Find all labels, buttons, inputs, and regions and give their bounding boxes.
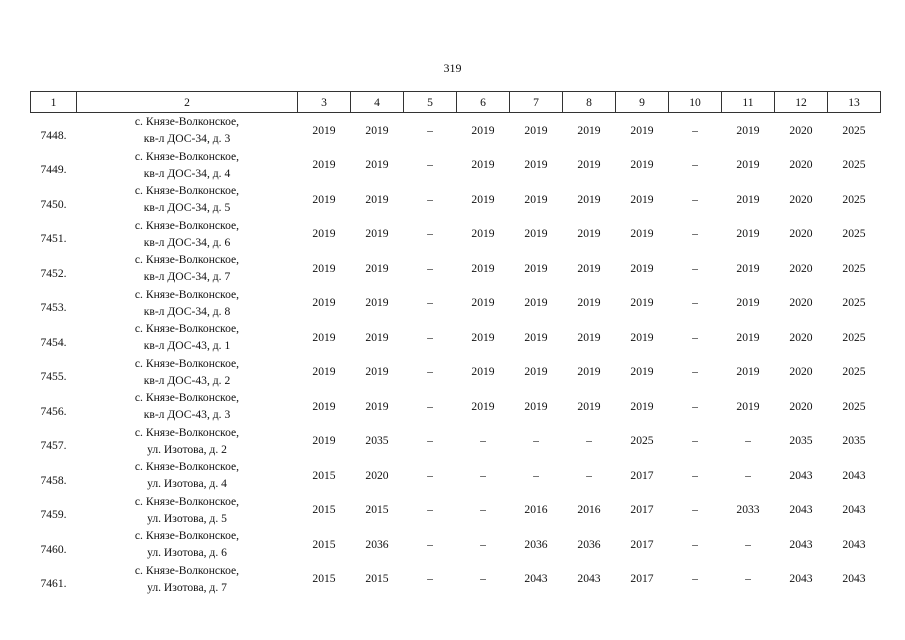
- table-row: [31, 148, 881, 183]
- year-cell: 2019: [577, 192, 601, 206]
- year-cell: 2017: [630, 503, 654, 517]
- year-cell: –: [586, 434, 592, 448]
- year-cell: 2019: [630, 192, 654, 206]
- year-cell: 2043: [524, 572, 548, 586]
- year-cell: 2019: [630, 365, 654, 379]
- page-number: 319: [443, 61, 462, 75]
- table-row: [31, 493, 881, 528]
- year-cell: 2019: [524, 227, 548, 241]
- year-cell: 2025: [842, 399, 866, 413]
- year-cell: 2019: [312, 296, 336, 310]
- table-row: [31, 251, 881, 286]
- year-cell: 2019: [312, 365, 336, 379]
- year-cell: 2019: [312, 399, 336, 413]
- year-cell: 2025: [842, 192, 866, 206]
- row-number: 7452.: [40, 266, 67, 280]
- year-cell: –: [427, 227, 433, 241]
- year-cell: 2025: [842, 296, 866, 310]
- table-row: [31, 286, 881, 321]
- year-cell: 2033: [736, 503, 760, 517]
- year-cell: –: [692, 537, 698, 551]
- year-cell: 2019: [471, 330, 495, 344]
- address-line: ул. Изотова, д. 6: [147, 546, 227, 560]
- row-number: 7450.: [40, 197, 67, 211]
- address-cell: [77, 320, 298, 355]
- year-cell: 2016: [524, 503, 548, 517]
- address-line: кв-л ДОС-43, д. 3: [143, 408, 231, 422]
- year-cell: 2043: [842, 468, 866, 482]
- year-cell: 2019: [312, 227, 336, 241]
- year-cell: 2015: [312, 468, 336, 482]
- year-cell: 2015: [312, 503, 336, 517]
- column-header: 4: [351, 92, 404, 113]
- year-cell: 2019: [365, 296, 389, 310]
- year-cell: 2043: [842, 537, 866, 551]
- year-cell: –: [480, 503, 486, 517]
- year-cell: 2043: [789, 503, 813, 517]
- address-cell: [77, 458, 298, 493]
- row-number: 7459.: [40, 508, 67, 522]
- year-cell: 2019: [736, 123, 760, 137]
- address-cell: [77, 286, 298, 321]
- address-line: кв-л ДОС-34, д. 5: [143, 201, 231, 215]
- address-line: кв-л ДОС-34, д. 4: [143, 166, 231, 180]
- year-cell: 2019: [577, 123, 601, 137]
- year-cell: –: [586, 468, 592, 482]
- year-cell: 2020: [789, 330, 813, 344]
- table-row: [31, 527, 881, 562]
- year-cell: 2019: [736, 330, 760, 344]
- year-cell: 2043: [842, 572, 866, 586]
- year-cell: 2036: [365, 537, 389, 551]
- address-line: с. Князе-Волконское,: [134, 529, 240, 543]
- year-cell: 2019: [471, 192, 495, 206]
- year-cell: 2036: [577, 537, 601, 551]
- year-cell: –: [745, 537, 751, 551]
- table-row: [31, 182, 881, 217]
- address-line: кв-л ДОС-34, д. 3: [143, 132, 231, 146]
- year-cell: 2019: [471, 296, 495, 310]
- year-cell: 2019: [365, 399, 389, 413]
- column-header: 5: [404, 92, 457, 113]
- table-row: [31, 320, 881, 355]
- year-cell: –: [692, 261, 698, 275]
- address-cell: [77, 355, 298, 390]
- year-cell: 2019: [577, 296, 601, 310]
- year-cell: 2015: [365, 572, 389, 586]
- year-cell: 2019: [630, 158, 654, 172]
- address-cell: [77, 148, 298, 183]
- row-number: 7449.: [40, 163, 67, 177]
- year-cell: 2035: [365, 434, 389, 448]
- year-cell: 2020: [789, 227, 813, 241]
- year-cell: 2025: [842, 158, 866, 172]
- year-cell: –: [427, 365, 433, 379]
- year-cell: 2019: [365, 123, 389, 137]
- address-line: с. Князе-Волконское,: [134, 425, 240, 439]
- address-line: кв-л ДОС-34, д. 6: [143, 235, 231, 249]
- year-cell: 2020: [789, 261, 813, 275]
- year-cell: –: [480, 468, 486, 482]
- row-number: 7461.: [40, 577, 67, 591]
- address-line: ул. Изотова, д. 7: [147, 580, 227, 594]
- year-cell: 2016: [577, 503, 601, 517]
- year-cell: –: [427, 192, 433, 206]
- year-cell: 2015: [312, 537, 336, 551]
- header-row: [31, 92, 881, 113]
- year-cell: 2019: [524, 192, 548, 206]
- year-cell: 2019: [312, 123, 336, 137]
- row-number: 7457.: [40, 439, 67, 453]
- year-cell: 2019: [312, 158, 336, 172]
- address-cell: [77, 389, 298, 424]
- year-cell: 2019: [577, 227, 601, 241]
- table-row: [31, 424, 881, 459]
- year-cell: –: [692, 572, 698, 586]
- address-line: ул. Изотова, д. 2: [147, 442, 227, 456]
- year-cell: 2017: [630, 468, 654, 482]
- table-row: [31, 458, 881, 493]
- year-cell: –: [692, 123, 698, 137]
- address-line: с. Князе-Волконское,: [134, 563, 240, 577]
- row-number: 7454.: [40, 335, 67, 349]
- year-cell: 2019: [630, 261, 654, 275]
- address-line: с. Князе-Волконское,: [134, 115, 240, 129]
- year-cell: –: [427, 123, 433, 137]
- address-line: кв-л ДОС-43, д. 1: [143, 339, 231, 353]
- year-cell: 2019: [312, 192, 336, 206]
- year-cell: 2019: [365, 227, 389, 241]
- year-cell: 2025: [842, 365, 866, 379]
- year-cell: 2019: [736, 261, 760, 275]
- year-cell: –: [692, 227, 698, 241]
- year-cell: 2019: [577, 330, 601, 344]
- address-cell: [77, 424, 298, 459]
- year-cell: –: [692, 503, 698, 517]
- year-cell: –: [692, 192, 698, 206]
- year-cell: 2019: [471, 227, 495, 241]
- year-cell: 2019: [524, 365, 548, 379]
- year-cell: –: [692, 468, 698, 482]
- column-header: 2: [77, 92, 298, 113]
- year-cell: 2043: [789, 537, 813, 551]
- year-cell: –: [427, 468, 433, 482]
- year-cell: 2019: [365, 158, 389, 172]
- year-cell: 2043: [789, 572, 813, 586]
- table-row: [31, 113, 881, 148]
- year-cell: 2019: [630, 330, 654, 344]
- year-cell: 2019: [471, 123, 495, 137]
- address-line: с. Князе-Волконское,: [134, 391, 240, 405]
- year-cell: –: [480, 434, 486, 448]
- year-cell: 2019: [577, 261, 601, 275]
- year-cell: –: [427, 572, 433, 586]
- column-header: 7: [510, 92, 563, 113]
- year-cell: 2019: [312, 261, 336, 275]
- address-line: с. Князе-Волконское,: [134, 149, 240, 163]
- address-cell: [77, 493, 298, 528]
- year-cell: 2019: [365, 192, 389, 206]
- year-cell: 2019: [736, 365, 760, 379]
- table-row: [31, 355, 881, 390]
- year-cell: 2020: [365, 468, 389, 482]
- year-cell: 2025: [842, 261, 866, 275]
- year-cell: 2043: [789, 468, 813, 482]
- year-cell: –: [427, 158, 433, 172]
- address-line: кв-л ДОС-34, д. 8: [143, 304, 231, 318]
- year-cell: –: [427, 330, 433, 344]
- year-cell: 2025: [842, 330, 866, 344]
- address-line: кв-л ДОС-43, д. 2: [143, 373, 231, 387]
- year-cell: –: [692, 330, 698, 344]
- year-cell: 2019: [736, 158, 760, 172]
- address-cell: [77, 182, 298, 217]
- year-cell: 2019: [524, 158, 548, 172]
- year-cell: 2015: [365, 503, 389, 517]
- year-cell: 2019: [577, 399, 601, 413]
- year-cell: –: [427, 537, 433, 551]
- table-row: [31, 217, 881, 252]
- year-cell: 2019: [365, 365, 389, 379]
- year-cell: 2035: [789, 434, 813, 448]
- address-cell: [77, 527, 298, 562]
- year-cell: 2017: [630, 537, 654, 551]
- year-cell: 2019: [736, 296, 760, 310]
- year-cell: 2019: [577, 365, 601, 379]
- address-line: с. Князе-Волконское,: [134, 494, 240, 508]
- year-cell: 2019: [471, 365, 495, 379]
- column-header: 6: [457, 92, 510, 113]
- row-number: 7456.: [40, 404, 67, 418]
- year-cell: 2019: [312, 434, 336, 448]
- address-line: с. Князе-Волконское,: [134, 218, 240, 232]
- year-cell: 2043: [577, 572, 601, 586]
- year-cell: 2019: [471, 399, 495, 413]
- year-cell: 2019: [524, 330, 548, 344]
- year-cell: –: [692, 399, 698, 413]
- column-header: 3: [298, 92, 351, 113]
- year-cell: –: [480, 572, 486, 586]
- row-number: 7460.: [40, 542, 67, 556]
- row-number: 7448.: [40, 128, 67, 142]
- address-cell: [77, 251, 298, 286]
- year-cell: 2019: [630, 123, 654, 137]
- year-cell: –: [745, 572, 751, 586]
- year-cell: –: [533, 434, 539, 448]
- row-number: 7451.: [40, 232, 67, 246]
- year-cell: 2019: [736, 192, 760, 206]
- address-cell: [77, 113, 298, 148]
- address-line: кв-л ДОС-34, д. 7: [143, 270, 231, 284]
- schedule-table: [30, 91, 881, 596]
- year-cell: –: [745, 434, 751, 448]
- year-cell: 2043: [842, 503, 866, 517]
- year-cell: –: [427, 503, 433, 517]
- year-cell: 2019: [630, 227, 654, 241]
- address-line: с. Князе-Волконское,: [134, 322, 240, 336]
- year-cell: 2015: [312, 572, 336, 586]
- address-line: с. Князе-Волконское,: [134, 184, 240, 198]
- year-cell: 2019: [471, 158, 495, 172]
- column-header: 1: [31, 92, 77, 113]
- year-cell: 2025: [842, 123, 866, 137]
- column-header: 9: [616, 92, 669, 113]
- address-line: с. Князе-Волконское,: [134, 287, 240, 301]
- address-line: с. Князе-Волконское,: [134, 356, 240, 370]
- address-cell: [77, 562, 298, 597]
- column-header: 13: [828, 92, 881, 113]
- column-header: 12: [775, 92, 828, 113]
- year-cell: 2017: [630, 572, 654, 586]
- year-cell: 2019: [524, 123, 548, 137]
- year-cell: 2019: [524, 296, 548, 310]
- address-cell: [77, 217, 298, 252]
- year-cell: –: [427, 434, 433, 448]
- year-cell: –: [692, 365, 698, 379]
- year-cell: 2019: [736, 227, 760, 241]
- year-cell: –: [427, 399, 433, 413]
- row-number: 7455.: [40, 370, 67, 384]
- year-cell: 2019: [471, 261, 495, 275]
- year-cell: –: [745, 468, 751, 482]
- year-cell: 2020: [789, 399, 813, 413]
- address-line: ул. Изотова, д. 4: [147, 477, 227, 491]
- year-cell: 2020: [789, 158, 813, 172]
- column-header: 11: [722, 92, 775, 113]
- table-body: [31, 113, 881, 597]
- year-cell: 2019: [736, 399, 760, 413]
- year-cell: –: [692, 158, 698, 172]
- year-cell: 2019: [630, 296, 654, 310]
- column-header: 8: [563, 92, 616, 113]
- year-cell: 2020: [789, 192, 813, 206]
- address-line: ул. Изотова, д. 5: [147, 511, 227, 525]
- row-number: 7458.: [40, 473, 67, 487]
- year-cell: 2019: [577, 158, 601, 172]
- year-cell: 2036: [524, 537, 548, 551]
- address-line: с. Князе-Волконское,: [134, 460, 240, 474]
- year-cell: 2020: [789, 123, 813, 137]
- year-cell: 2019: [365, 330, 389, 344]
- row-number: 7453.: [40, 301, 67, 315]
- year-cell: 2019: [524, 261, 548, 275]
- table-row: [31, 389, 881, 424]
- year-cell: –: [692, 296, 698, 310]
- year-cell: 2019: [630, 399, 654, 413]
- year-cell: 2035: [842, 434, 866, 448]
- year-cell: –: [480, 537, 486, 551]
- year-cell: 2020: [789, 365, 813, 379]
- table-row: [31, 562, 881, 597]
- year-cell: 2025: [630, 434, 654, 448]
- year-cell: –: [692, 434, 698, 448]
- year-cell: 2019: [365, 261, 389, 275]
- year-cell: –: [427, 296, 433, 310]
- year-cell: 2020: [789, 296, 813, 310]
- column-header: 10: [669, 92, 722, 113]
- address-line: с. Князе-Волконское,: [134, 253, 240, 267]
- year-cell: 2019: [524, 399, 548, 413]
- year-cell: –: [427, 261, 433, 275]
- year-cell: 2025: [842, 227, 866, 241]
- year-cell: 2019: [312, 330, 336, 344]
- year-cell: –: [533, 468, 539, 482]
